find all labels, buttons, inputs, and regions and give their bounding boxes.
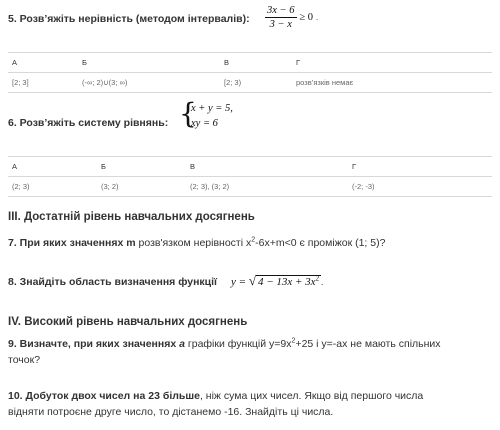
system-equation-2: xy = 6 bbox=[191, 118, 218, 129]
option-header-g: Г bbox=[348, 157, 492, 177]
question-5-formula bbox=[265, 4, 318, 31]
option-value-v: (2; 3), (3; 2) bbox=[186, 177, 348, 197]
option-header-b: Б bbox=[97, 157, 186, 177]
answer-table-q6 bbox=[8, 156, 492, 197]
question-10 bbox=[8, 389, 423, 403]
question-6-prompt: 6. Розв’яжіть систему рівнянь: bbox=[8, 117, 169, 129]
section-heading-3: ІІІ. Достатній рівень навчальних досягнень bbox=[8, 211, 255, 223]
table-header-row bbox=[8, 157, 492, 177]
brace-icon: { bbox=[179, 97, 197, 130]
question-9-prompt: 9. Визначте, при яких значеннях bbox=[8, 338, 180, 350]
question-9-text-end: +25 і y=-ax не мають спільних bbox=[295, 338, 441, 350]
table-row bbox=[8, 73, 492, 93]
fraction bbox=[265, 4, 297, 31]
inequality-sign: ≥ 0 bbox=[299, 12, 314, 23]
option-header-a: А bbox=[8, 157, 97, 177]
option-value-b: (-∞; 2)∪(3; ∞) bbox=[78, 73, 220, 93]
section-heading-4: ІV. Високий рівень навчальних досягнень bbox=[8, 316, 248, 328]
question-8-prompt: 8. Знайдіть область визначення функції bbox=[8, 276, 218, 288]
exponent: 2 bbox=[315, 274, 320, 283]
option-header-v: В bbox=[220, 53, 292, 73]
option-value-b: (3; 2) bbox=[97, 177, 186, 197]
question-10-text: , ніж сума цих чисел. Якщо від першого числа bbox=[199, 390, 424, 402]
question-6 bbox=[8, 116, 168, 130]
question-9-line-2: точок? bbox=[8, 354, 41, 366]
question-8-formula bbox=[231, 273, 323, 289]
option-header-v: В bbox=[186, 157, 348, 177]
table-header-row bbox=[8, 53, 492, 73]
question-10-line-2: відняти потроєне друге число, то дістанемо -16. Знайдіть ці числа. bbox=[8, 406, 334, 418]
sqrt-icon: √ bbox=[248, 273, 256, 288]
option-header-a: А bbox=[8, 53, 78, 73]
table-row bbox=[8, 177, 492, 197]
question-7-prompt: 7. При яких значеннях m bbox=[8, 237, 136, 249]
question-9-text: графіки функцій y=9x bbox=[184, 338, 292, 350]
radicand bbox=[256, 274, 324, 288]
option-value-a: [2; 3] bbox=[8, 73, 78, 93]
exponent: 2 bbox=[251, 236, 256, 244]
option-value-a: (2; 3) bbox=[8, 177, 97, 197]
option-header-g: Г bbox=[292, 53, 492, 73]
period: . bbox=[321, 278, 324, 287]
option-value-g: розв’язків немає bbox=[292, 73, 492, 93]
question-9 bbox=[8, 337, 441, 351]
option-value-g: (-2; -3) bbox=[348, 177, 492, 197]
parameter-a: а bbox=[179, 338, 185, 350]
question-8 bbox=[8, 275, 217, 289]
formula-lhs: y = bbox=[231, 276, 249, 288]
question-10-prompt: 10. Добуток двох чисел на 23 більше bbox=[8, 390, 200, 402]
fraction-numerator: 3x − 6 bbox=[267, 5, 295, 16]
question-5 bbox=[8, 12, 250, 26]
radicand-text: 4 − 13x + 3x bbox=[257, 276, 316, 288]
period: . bbox=[315, 13, 319, 22]
answer-table-q5 bbox=[8, 52, 492, 93]
question-5-prompt: 5. Розв’яжіть нерівність (методом інтервалів): bbox=[8, 13, 250, 25]
question-7-text: розв'язком нерівності x bbox=[135, 237, 252, 249]
question-7 bbox=[8, 236, 385, 250]
exponent: 2 bbox=[291, 337, 296, 345]
option-header-b: Б bbox=[78, 53, 220, 73]
system-equation-1: x + y = 5, bbox=[191, 103, 233, 114]
question-7-text-end: -6x+m<0 є проміжок (1; 5)? bbox=[255, 237, 386, 249]
fraction-denominator: 3 − x bbox=[269, 19, 292, 30]
option-value-v: [2; 3) bbox=[220, 73, 292, 93]
